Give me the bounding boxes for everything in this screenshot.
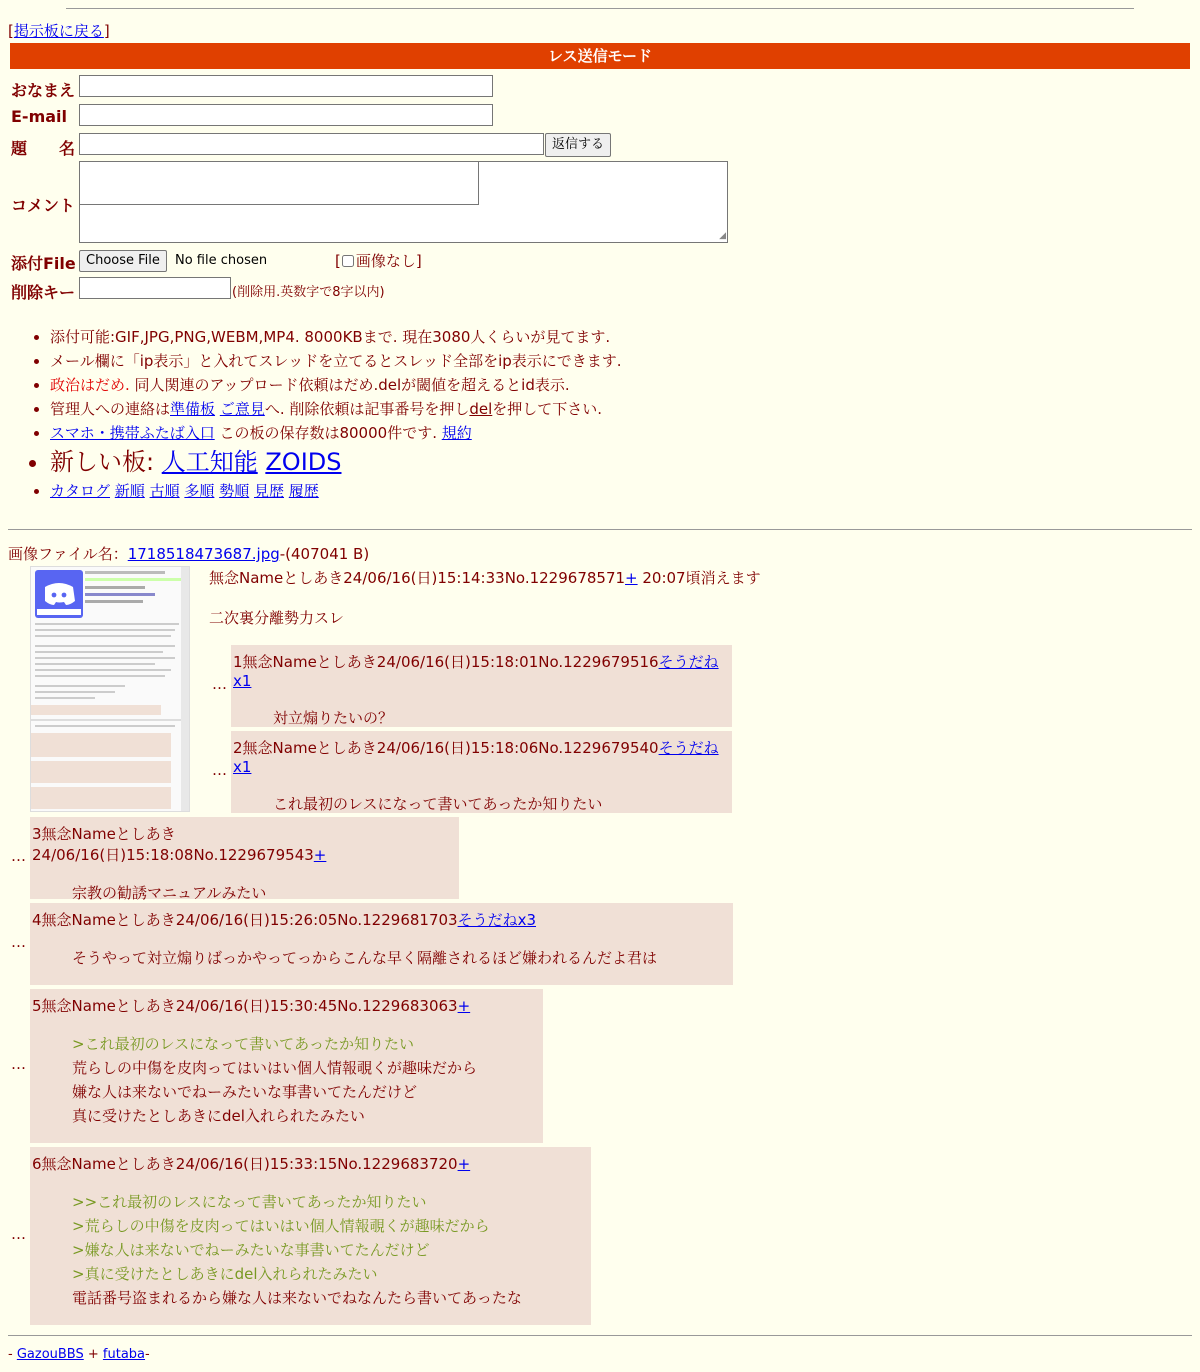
image-file-link[interactable]: 1718518473687.jpg bbox=[127, 545, 280, 563]
sodane-link[interactable]: + bbox=[457, 1155, 471, 1173]
rule-politics bbox=[50, 373, 622, 397]
new-boards-label: 新しい板: bbox=[50, 448, 162, 476]
reply-line: 宗教の勧誘マニュアルみたい bbox=[72, 884, 267, 902]
footer-pre: - bbox=[8, 1347, 17, 1362]
sodane-link[interactable]: そうだねx1 bbox=[233, 653, 719, 690]
footer-divider bbox=[8, 1335, 1192, 1336]
op-header bbox=[209, 567, 761, 588]
reply-ellipsis: … bbox=[212, 675, 227, 693]
quote-line: >これ最初のレスになって書いてあったか知りたい bbox=[72, 1035, 414, 1053]
prep-board-link[interactable]: 準備板 bbox=[170, 400, 216, 418]
file-status: No file chosen bbox=[175, 253, 268, 268]
mobile-entrance-link[interactable]: スマホ・携帯ふたば入口 bbox=[50, 424, 215, 442]
image-size: -(407041 B) bbox=[279, 545, 370, 563]
gazoubbs-link[interactable]: GazouBBS bbox=[16, 1347, 84, 1362]
rule-ip-display: • メール欄に「ip表示」と入れてスレッドを立てるとスレッド全部をip表示にできます. bbox=[50, 349, 622, 373]
name-label: おなまえ bbox=[11, 81, 76, 100]
submit-reply-button[interactable]: 返信する bbox=[545, 133, 611, 157]
feedback-link[interactable]: ご意見 bbox=[219, 400, 265, 418]
reply-ellipsis: … bbox=[11, 1225, 26, 1243]
sort-momentum-link[interactable]: 勢順 bbox=[219, 482, 250, 500]
op-body: 二次裏分離勢力スレ bbox=[209, 609, 345, 627]
delkey-input[interactable] bbox=[79, 277, 231, 299]
reply-header-text: 3無念Nameとしあき24/06/16(日)15:18:08No.1229679543 bbox=[32, 825, 314, 864]
rule-contact bbox=[50, 397, 622, 421]
noimage-option: [ 画像なし] bbox=[335, 252, 422, 270]
reply-post bbox=[231, 731, 732, 813]
reply-header bbox=[32, 823, 459, 865]
rule-contact-post: を押して下さい. bbox=[492, 400, 603, 418]
reply-mode-title: レス送信モード bbox=[10, 43, 1190, 69]
reply-line: 対立煽りたいの？ bbox=[273, 709, 394, 727]
futaba-link[interactable]: futaba bbox=[102, 1347, 146, 1362]
reply-body bbox=[72, 946, 733, 970]
reply-ellipsis: … bbox=[11, 1055, 26, 1073]
image-info bbox=[8, 543, 369, 564]
quote-line: >>これ最初のレスになって書いてあったか知りたい bbox=[72, 1193, 427, 1211]
noimage-checkbox[interactable] bbox=[342, 255, 354, 267]
reply-header-text: 1無念Nameとしあき24/06/16(日)15:18:01No.1229679516 bbox=[233, 653, 659, 671]
terms-link[interactable]: 規約 bbox=[441, 424, 472, 442]
comment-label: コメント bbox=[11, 196, 76, 215]
rule-retention: この板の保存数は80000件です. bbox=[214, 424, 442, 442]
sort-old-link[interactable]: 古順 bbox=[149, 482, 180, 500]
rule-contact-mid: へ. 削除依頼は記事番号を押し bbox=[264, 400, 470, 418]
email-input[interactable] bbox=[79, 104, 493, 126]
reply-header-text: 4無念Nameとしあき24/06/16(日)15:26:05No.1229681703 bbox=[32, 911, 458, 929]
rule-contact-pre: 管理人への連絡は bbox=[50, 400, 171, 418]
reply-header bbox=[32, 909, 733, 930]
reply-ellipsis: … bbox=[11, 847, 26, 865]
comment-inner-box bbox=[80, 162, 479, 205]
reply-body bbox=[72, 1032, 543, 1128]
subject-input[interactable] bbox=[79, 133, 544, 155]
delkey-label: 削除キー bbox=[11, 283, 76, 302]
back-to-board-link[interactable]: 掲示板に戻る bbox=[13, 22, 104, 40]
reply-body bbox=[72, 1190, 591, 1310]
rule-mobile bbox=[50, 421, 622, 445]
sort-many-link[interactable]: 多順 bbox=[184, 482, 215, 500]
op-sodane-link[interactable]: + bbox=[625, 569, 638, 587]
rule-attachments: • 添付可能:GIF,JPG,PNG,WEBM,MP4. 8000KBまで. 現在3080人くらいが見てます. bbox=[50, 325, 622, 349]
reply-ellipsis: … bbox=[11, 933, 26, 951]
quote-line: >荒らしの中傷を皮肉ってはいはい個人情報覗くが趣味だから bbox=[72, 1217, 490, 1235]
footer-post: - bbox=[145, 1347, 150, 1362]
footer-mid: + bbox=[83, 1347, 103, 1362]
reply-line: 真に受けたとしあきにdel入れられたみたい bbox=[72, 1107, 365, 1125]
name-input[interactable] bbox=[79, 75, 493, 97]
ai-board-link[interactable]: 人工知能 bbox=[161, 448, 258, 476]
thread-divider bbox=[8, 529, 1192, 530]
op-expire-note: 20:07頃消えます bbox=[637, 569, 761, 587]
zoids-board-link[interactable]: ZOIDS bbox=[265, 448, 342, 476]
reply-body bbox=[72, 881, 459, 905]
reply-line: 荒らしの中傷を皮肉ってはいはい個人情報覗くが趣味だから bbox=[72, 1059, 478, 1077]
sodane-link[interactable]: そうだねx1 bbox=[233, 739, 719, 776]
del-word: del bbox=[469, 400, 493, 418]
subject-label: 題 名 bbox=[11, 139, 76, 158]
reply-body bbox=[273, 706, 732, 730]
op-header-text: 無念Nameとしあき24/06/16(日)15:14:33No.1229678571 bbox=[209, 569, 626, 587]
delkey-note: (削除用.英数字で8字以内) bbox=[232, 285, 385, 300]
sort-new-link[interactable]: 新順 bbox=[114, 482, 145, 500]
sodane-link[interactable]: そうだねx3 bbox=[457, 911, 536, 929]
reply-header bbox=[233, 651, 732, 690]
reply-header bbox=[233, 737, 732, 776]
footer bbox=[8, 1347, 150, 1362]
sodane-link[interactable]: + bbox=[313, 846, 327, 864]
top-divider bbox=[66, 8, 1134, 9]
reply-header bbox=[32, 995, 543, 1016]
reply-header-text: 2無念Nameとしあき24/06/16(日)15:18:06No.1229679540 bbox=[233, 739, 659, 757]
choose-file-button[interactable]: Choose File bbox=[79, 250, 167, 272]
post-history-link[interactable]: 履歴 bbox=[288, 482, 319, 500]
catalog-link[interactable]: カタログ bbox=[50, 482, 111, 500]
thread-thumbnail[interactable] bbox=[30, 566, 190, 812]
reply-line: そうやって対立煽りばっかやってっからこんな早く隔離されるほど嫌われるんだよ君は bbox=[72, 949, 658, 967]
sort-links bbox=[50, 479, 622, 503]
reply-post bbox=[30, 1147, 591, 1325]
thumbnail-screenshot-image bbox=[31, 567, 189, 811]
reply-post bbox=[231, 645, 732, 727]
reply-post bbox=[30, 817, 459, 902]
reply-line: 嫌な人は来ないでねーみたいな事書いてたんだけど bbox=[72, 1083, 418, 1101]
reply-post bbox=[30, 989, 543, 1143]
viewed-history-link[interactable]: 見歴 bbox=[253, 482, 284, 500]
email-label: E-mail bbox=[11, 107, 68, 126]
image-info-label: 画像ファイル名： bbox=[8, 545, 128, 563]
reply-header-text: 5無念Nameとしあき24/06/16(日)15:30:45No.1229683063 bbox=[32, 997, 458, 1015]
noimage-label: 画像なし bbox=[355, 252, 416, 270]
reply-body bbox=[273, 792, 732, 816]
quote-line: >真に受けたとしあきにdel入れられたみたい bbox=[72, 1265, 378, 1283]
quote-line: >嫌な人は来ないでねーみたいな事書いてたんだけど bbox=[72, 1241, 430, 1259]
comment-textarea[interactable] bbox=[79, 161, 728, 243]
reply-post bbox=[30, 903, 733, 985]
reply-header-text: 6無念Nameとしあき24/06/16(日)15:33:15No.1229683720 bbox=[32, 1155, 458, 1173]
new-boards bbox=[50, 445, 622, 479]
back-nav: [掲示板に戻る] bbox=[8, 22, 110, 40]
reply-header bbox=[32, 1153, 591, 1174]
sodane-link[interactable]: + bbox=[457, 997, 471, 1015]
resize-grip-icon[interactable]: ◢ bbox=[719, 231, 726, 241]
board-rules bbox=[50, 325, 622, 503]
reply-line: 電話番号盗まれるから嫌な人は来ないでねなんたら書いてあったな bbox=[72, 1289, 522, 1307]
reply-line: これ最初のレスになって書いてあったか知りたい bbox=[273, 795, 603, 813]
file-label: 添付File bbox=[11, 254, 76, 273]
rule-politics-rest: 同人関連のアップロード依頼はだめ.delが閾値を超えるとid表示. bbox=[129, 376, 570, 394]
rule-politics-red: 政治はだめ. bbox=[50, 376, 130, 394]
reply-ellipsis: … bbox=[212, 761, 227, 779]
